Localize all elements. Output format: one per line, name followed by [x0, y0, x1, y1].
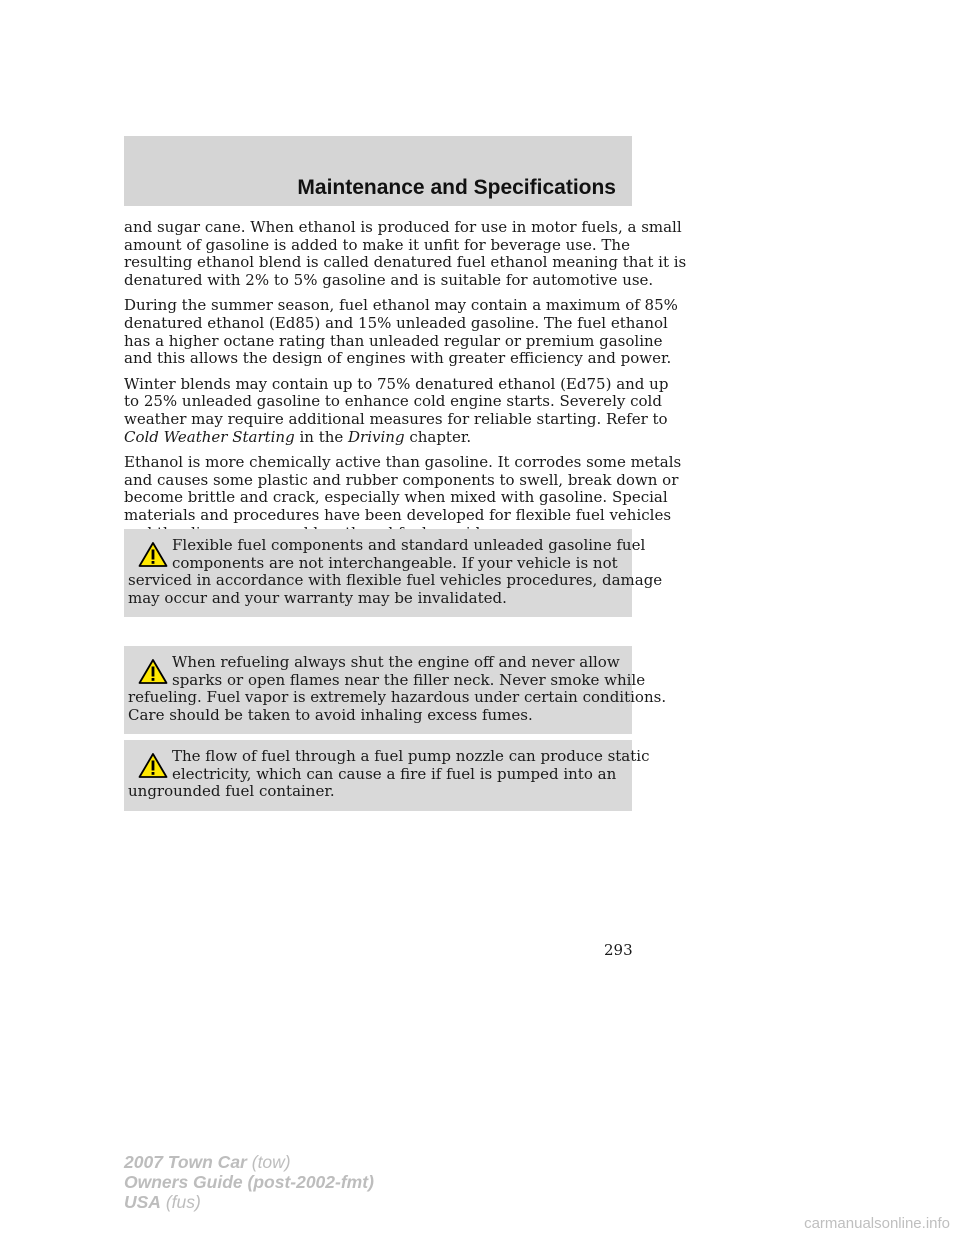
warning-box [124, 740, 650, 811]
page-number: 293 [604, 941, 633, 959]
paragraph [124, 374, 669, 446]
warning-text-line: serviced in accordance with flexible fuel vehicles procedures, damage [128, 571, 663, 590]
text-line: denatured ethanol (Ed85) and 15% unleaded gasoline. The fuel ethanol [124, 313, 668, 332]
text-line: to 25% unleaded gasoline to enhance cold engine starts. Severely cold [124, 392, 662, 411]
warning-text-line: Care should be taken to avoid inhaling excess fumes. [128, 705, 533, 724]
footer-line [124, 1192, 374, 1212]
warning-text-line: The flow of fuel through a fuel pump nozzle can produce static [172, 747, 650, 765]
text-line: and sugar cane. When ethanol is produced for use in motor fuels, a small [124, 218, 682, 236]
warning-triangle-icon [138, 752, 168, 779]
text-line: become brittle and crack, especially when mixed with gasoline. Special [124, 488, 668, 507]
warning-box [124, 529, 663, 617]
warning-text-line: refueling. Fuel vapor is extremely hazardous under certain conditions. [128, 688, 667, 707]
warning-text-line: Flexible fuel components and standard unleaded gasoline fuel [172, 536, 646, 554]
footer-model: 2007 Town Car [124, 1152, 247, 1172]
warning-text-line: electricity, which can cause a fire if fuel is pumped into an [172, 764, 617, 783]
section-title: Maintenance and Specifications [297, 176, 616, 199]
body-text [124, 218, 687, 550]
text-line: amount of gasoline is added to make it unfit for beverage use. The [124, 235, 630, 254]
cross-reference-chapter: Driving [348, 427, 405, 446]
text-line: has a higher octane rating than unleaded regular or premium gasoline [124, 331, 663, 350]
text-fragment: chapter. [404, 427, 472, 446]
cross-reference-line [124, 429, 638, 447]
text-line: resulting ethanol blend is called denatured fuel ethanol meaning that it is [124, 253, 687, 272]
section-header-band [124, 136, 632, 206]
text-line: denatured with 2% to 5% gasoline and is suitable for automotive use. [124, 270, 654, 289]
text-line: and this allows the design of engines with greater efficiency and power. [124, 349, 672, 368]
footer-model-code: (tow) [246, 1152, 291, 1172]
warning-text-line: may occur and your warranty may be invalidated. [128, 588, 507, 607]
text-fragment: in the [294, 427, 349, 446]
paragraph [124, 296, 678, 368]
footer-guide: Owners Guide (post-2002-fmt) [124, 1172, 374, 1192]
warning-text-line: sparks or open flames near the filler neck. Never smoke while [172, 670, 646, 689]
text-line: Winter blends may contain up to 75% denatured ethanol (Ed75) and up [124, 374, 669, 393]
footer-line [124, 1172, 374, 1192]
footer-market: USA [124, 1192, 161, 1212]
warning-triangle-icon [138, 541, 168, 568]
text-line: weather may require additional measures for reliable starting. Refer to [124, 409, 668, 428]
footer-line [124, 1152, 374, 1172]
text-line: During the summer season, fuel ethanol may contain a maximum of 85% [124, 296, 678, 315]
warning-text-line: components are not interchangeable. If your vehicle is not [172, 553, 618, 572]
footer-market-code: (fus) [160, 1192, 201, 1212]
warning-triangle-icon [138, 658, 168, 685]
document-footer [124, 1152, 374, 1212]
text-line: materials and procedures have been developed for flexible fuel vehicles [124, 505, 672, 524]
text-line: Ethanol is more chemically active than gasoline. It corrodes some metals [124, 453, 682, 472]
warning-text-line: ungrounded fuel container. [128, 782, 335, 801]
watermark: carmanualsonline.info [804, 1215, 950, 1232]
warning-text-line: When refueling always shut the engine off and never allow [172, 653, 620, 671]
warning-box [124, 646, 667, 734]
cross-reference-section: Cold Weather Starting [124, 427, 295, 446]
paragraph [124, 218, 687, 289]
text-line: and causes some plastic and rubber components to swell, break down or [124, 470, 679, 489]
